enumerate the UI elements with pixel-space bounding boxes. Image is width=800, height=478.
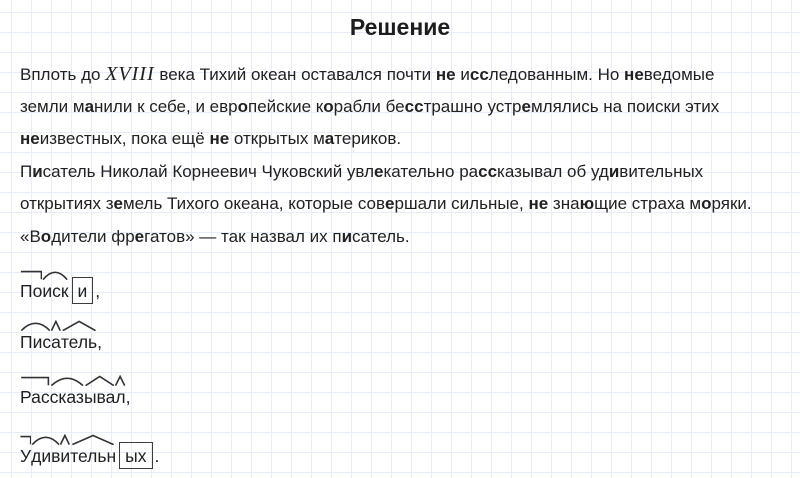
- morpheme-prefix: [20, 446, 31, 467]
- orthogram-letters: не: [20, 129, 40, 149]
- text-segment: рабли бе: [333, 96, 405, 116]
- orthogram-letters: о: [323, 96, 334, 116]
- orthogram-letters: и: [32, 161, 43, 181]
- text-segment: трашно устр: [423, 96, 522, 116]
- text-line: [20, 188, 780, 221]
- orthogram-letters: е: [374, 161, 384, 181]
- morpheme-text: тель: [60, 331, 98, 352]
- prefix-mark: [20, 375, 50, 386]
- morpheme-text: див: [31, 445, 61, 466]
- text-segment: казывал об уд: [497, 161, 609, 181]
- morpheme-text: л: [115, 386, 126, 407]
- text-segment: гатов» — так назвал их п: [144, 226, 342, 246]
- morpheme-suffix: [61, 332, 97, 353]
- orthogram-letters: о: [701, 194, 712, 214]
- text-segment: ршали сильные,: [394, 194, 529, 214]
- orthogram-letters: е: [113, 194, 123, 214]
- orthogram-letters: сс: [404, 96, 424, 116]
- orthogram-letters: о: [40, 226, 52, 246]
- text-segment: известных, пока ещё: [39, 129, 210, 149]
- word-analysis-row: [20, 264, 780, 301]
- morpheme-text: и: [60, 445, 71, 466]
- text-segment: сатель Николай Корнеевич Чуковский увл: [42, 161, 374, 181]
- morpheme-root: [20, 332, 51, 353]
- suffix-mark: [70, 434, 116, 445]
- text-segment: ведомые: [643, 65, 715, 84]
- root-mark: [31, 434, 60, 445]
- text-segment: открытиях з: [20, 194, 114, 214]
- text-line: [20, 221, 780, 254]
- punctuation: ,: [97, 331, 103, 352]
- text-segment: ряки.: [711, 194, 752, 214]
- orthogram-letters: не: [435, 65, 456, 84]
- word-analysis-row: [20, 319, 780, 353]
- morpheme-text: Рас: [20, 386, 50, 407]
- suffix-mark: [61, 320, 97, 331]
- suffix-mark: [84, 375, 115, 386]
- orthogram-letters: не: [624, 65, 644, 84]
- text-segment: млялись на поиски этих: [530, 96, 720, 116]
- text-segment: открытых м: [229, 129, 325, 149]
- text-segment: П: [20, 161, 33, 181]
- orthogram-letters: сс: [478, 161, 498, 181]
- word-analysis-row: [20, 429, 780, 466]
- morpheme-suffix: [70, 446, 116, 467]
- morpheme-suffix: [84, 387, 115, 408]
- text-segment: «В: [20, 226, 41, 246]
- morpheme-text: иск: [42, 280, 69, 301]
- text-segment: мель Тихого океана, которые сов: [122, 194, 386, 214]
- orthogram-letters: а: [324, 129, 335, 149]
- text-segment: териков.: [334, 129, 402, 149]
- text-segment: и: [455, 65, 470, 84]
- suffix-mark: [60, 434, 70, 445]
- ending-box: и: [72, 277, 94, 304]
- orthogram-letters: е: [521, 96, 531, 116]
- morpheme-suffix: [60, 446, 70, 467]
- text-segment: сатель.: [352, 226, 410, 246]
- text-line: [20, 58, 780, 91]
- orthogram-letters: е: [385, 194, 395, 214]
- morpheme-text: У: [20, 445, 32, 466]
- text-segment: кательно ра: [383, 161, 479, 181]
- orthogram-letters: и: [608, 161, 620, 181]
- text-segment: зна: [548, 194, 580, 214]
- punctuation: ,: [95, 280, 101, 301]
- text-segment: дители фр: [51, 226, 135, 246]
- morpheme-suffix: [51, 332, 61, 353]
- morpheme-suffix: [115, 387, 125, 408]
- punctuation: ,: [125, 386, 131, 407]
- suffix-mark: [115, 375, 125, 386]
- root-mark: [42, 269, 68, 280]
- morpheme-prefix: [20, 281, 42, 302]
- punctuation: .: [154, 445, 160, 466]
- orthogram-letters: а: [84, 96, 95, 116]
- morpheme-prefix: [20, 387, 50, 408]
- text-segment: века Тихий океан оставался почти: [154, 65, 436, 84]
- ending-box: ых: [119, 442, 152, 469]
- morpheme-text: сказ: [49, 386, 84, 407]
- orthogram-letters: не: [528, 194, 549, 214]
- orthogram-letters: сс: [469, 65, 489, 84]
- morpheme-text: По: [20, 280, 43, 301]
- text-segment: ледованным. Но: [488, 65, 625, 84]
- suffix-mark: [51, 320, 61, 331]
- text-segment: нили к себе, и евр: [94, 96, 238, 116]
- orthogram-letters: ю: [579, 194, 595, 214]
- word-analysis-row: [20, 374, 780, 408]
- morpheme-root: [42, 281, 68, 302]
- morpheme-text: ыва: [83, 386, 116, 407]
- root-mark: [50, 375, 84, 386]
- text-segment: XVIII: [105, 63, 155, 85]
- text-segment: земли м: [20, 96, 85, 116]
- morpheme-text: Пис: [20, 331, 52, 352]
- prefix-mark: [20, 269, 42, 280]
- morpheme-root: [50, 387, 84, 408]
- text-line: [20, 123, 780, 156]
- text-line: [20, 91, 780, 124]
- orthogram-letters: е: [134, 226, 145, 246]
- solution-text: [0, 58, 800, 254]
- page-title: Решение: [349, 14, 451, 40]
- text-line: [20, 156, 780, 189]
- orthogram-letters: не: [209, 129, 230, 149]
- morpheme-root: [31, 446, 60, 467]
- orthogram-letters: о: [237, 96, 248, 116]
- text-segment: щие страха м: [594, 194, 702, 214]
- text-segment: Вплоть до: [20, 65, 106, 84]
- orthogram-letters: и: [341, 226, 353, 246]
- text-segment: пейские к: [248, 96, 324, 116]
- prefix-mark: [20, 434, 31, 445]
- morpheme-text: тельн: [70, 445, 117, 466]
- text-segment: вительных: [619, 161, 704, 181]
- word-analysis-section: [0, 264, 800, 466]
- morpheme-text: а: [51, 331, 61, 352]
- root-mark: [20, 320, 51, 331]
